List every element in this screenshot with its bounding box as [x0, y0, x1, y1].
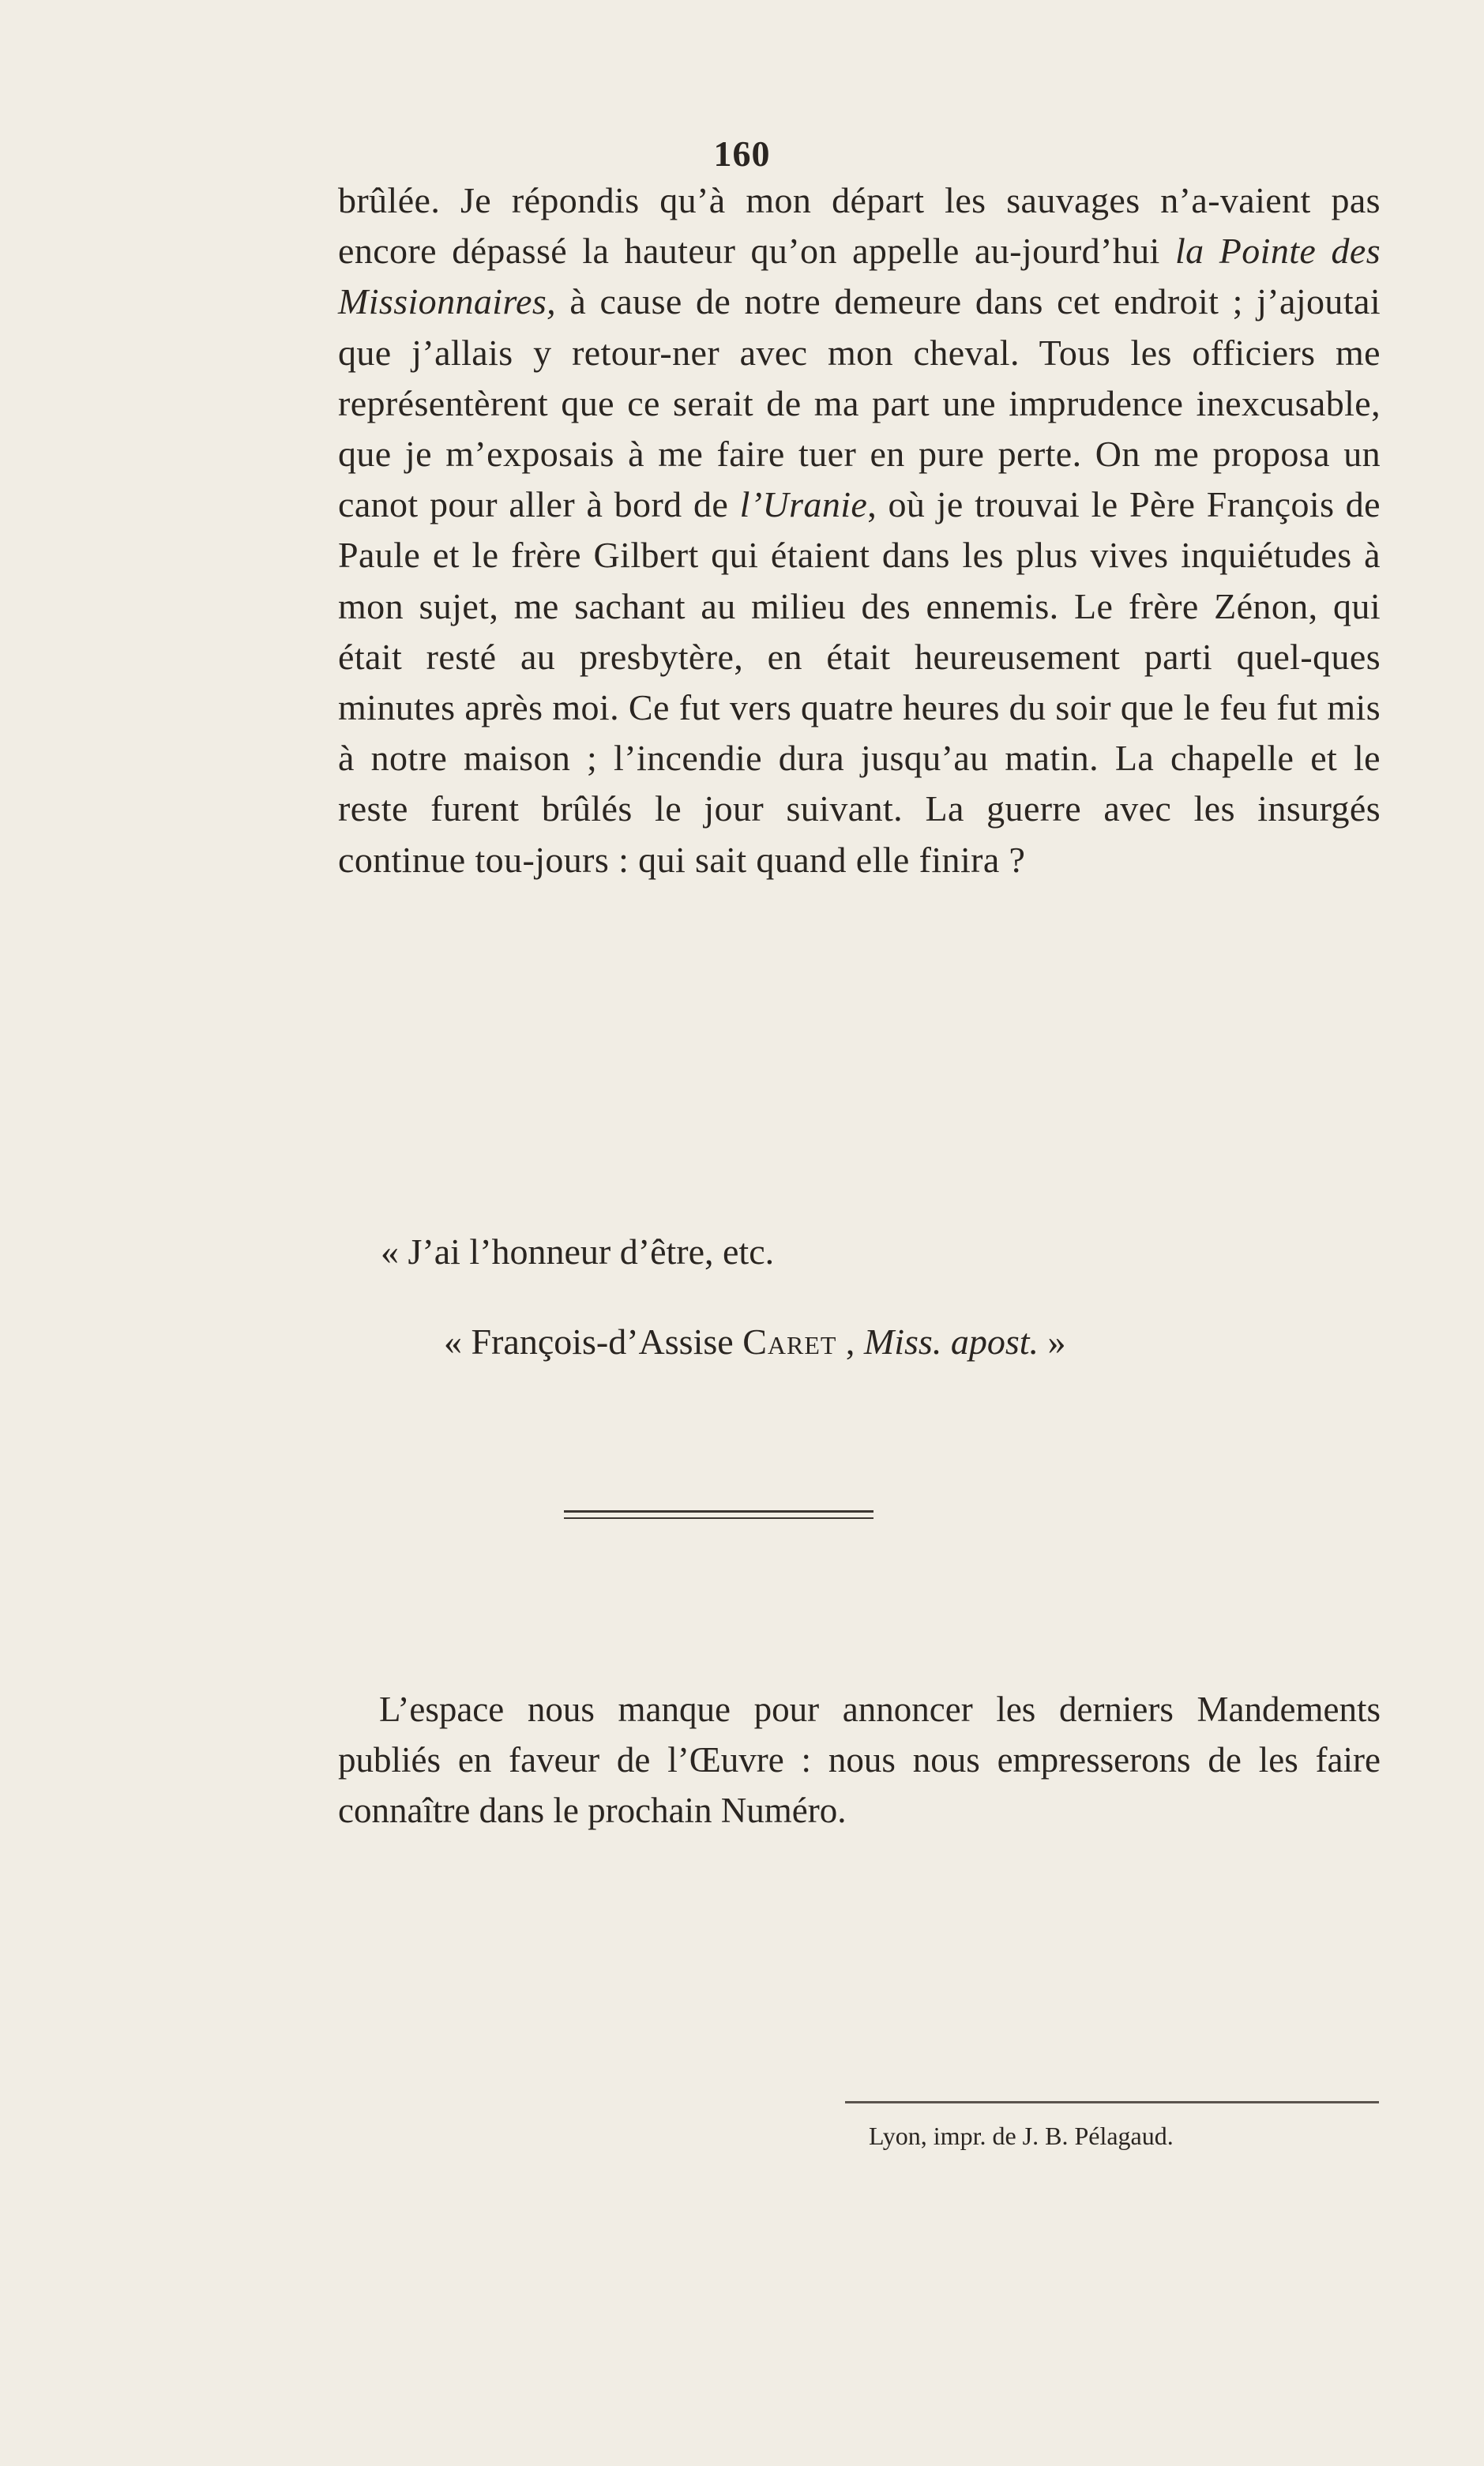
signature-name: « François-d’Assise: [444, 1321, 743, 1362]
letter-body: [338, 175, 1381, 885]
letter-closing: « J’ai l’honneur d’être, etc.: [381, 1231, 775, 1272]
letter-text-part-2: à cause de notre demeure dans cet endroit ; j’ajoutai que j’allais y retour-ner avec mon cheval. Tous les officiers me représentèrent que ce serait de ma part une imprudence inexcusable, que je m’exposais à me faire tuer en pure perte. On me proposa un canot pour aller à bord de: [338, 281, 1381, 525]
printer-imprint: Lyon, impr. de J. B. Pélagaud.: [869, 2122, 1174, 2150]
signature-separator: ,: [836, 1321, 864, 1362]
signature-title: Miss. apost.: [863, 1321, 1039, 1362]
place-name-italic: la Pointe des Missionnaires,: [338, 231, 1381, 322]
section-divider: [564, 1510, 873, 1519]
notice-paragraph: L’espace nous manque pour annoncer les derniers Mandements publiés en faveur de l’Œuvre : nous nous empresserons de les faire connaître dans le prochain Numéro.: [338, 1690, 1381, 1830]
signature: [444, 1321, 1066, 1363]
footer-rule: [845, 2101, 1379, 2103]
ship-name-italic: l’Uranie: [739, 484, 868, 525]
page-number: 160: [713, 133, 771, 174]
letter-text-part-1: brûlée. Je répondis qu’à mon départ les sauvages n’a-vaient pas encore dépassé la hauteur qu’on appelle au-jourd’hui: [338, 180, 1381, 272]
signature-close: »: [1039, 1321, 1066, 1362]
letter-text-part-3: , où je trouvai le Père François de Paule et le frère Gilbert qui étaient dans les plus vives inquiétudes à mon sujet, me sachant au milieu des ennemis. Le frère Zénon, qui était resté au presbytère, en était heureusement parti quel-ques minutes après moi. Ce fut vers quatre heures du soir que le feu fut mis à notre maison ; l’incendie dura jusqu’au matin. La chapelle et le reste furent brûlés le jour suivant. La guerre avec les insurgés continue tou-jours : qui sait quand elle finira ?: [338, 484, 1381, 880]
signature-surname: Caret: [742, 1321, 837, 1362]
